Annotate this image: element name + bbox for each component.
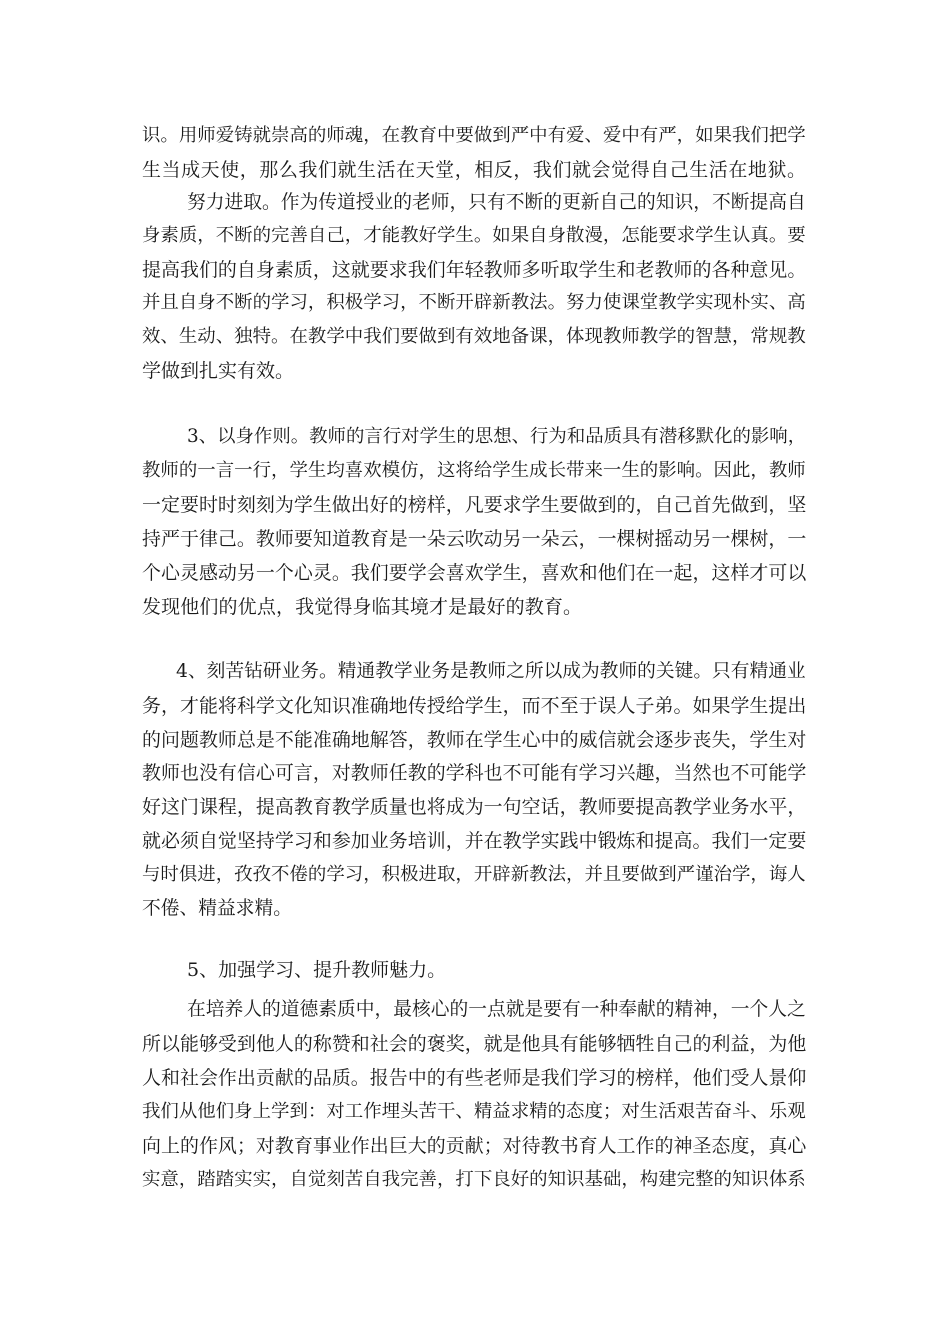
text-line: 向上的作风；对教育事业作出巨大的贡献；对待教书育人工作的神圣态度，真心 (142, 1135, 807, 1157)
text-line: 识。用师爱铸就崇高的师魂，在教育中要做到严中有爱、爱中有严，如果我们把学 (142, 125, 806, 146)
text-line: 就必须自觉坚持学习和参加业务培训，并在教学实践中锻炼和提高。我们一定要 (142, 830, 807, 852)
text-line: 务，才能将科学文化知识准确地传授给学生，而不至于误人子弟。如果学生提出 (142, 695, 807, 717)
text-line: 我们从他们身上学到：对工作埋头苦干、精益求精的态度；对生活艰苦奋斗、乐观 (142, 1101, 806, 1122)
text-line: 在培养人的道德素质中，最核心的一点就是要有一种奉献的精神，一个人之 (187, 999, 806, 1020)
text-line: 与时俱进，孜孜不倦的学习，积极进取，开辟新教法，并且要做到严谨治学，诲人 (142, 864, 806, 885)
text-line: 努力进取。作为传道授业的老师，只有不断的更新自己的知识，不断提高自 (187, 192, 806, 213)
text-line: 并且自身不断的学习，积极学习，不断开辟新教法。努力使课堂教学实现朴实、高 (142, 292, 806, 313)
text-line: 教师的一言一行，学生均喜欢模仿，这将给学生成长带来一生的影响。因此，教师 (142, 460, 806, 481)
text-line: 提高我们的自身素质，这就要求我们年轻教师多听取学生和老教师的各种意见。 (142, 259, 807, 281)
text-line: 生当成天使，那么我们就生活在天堂，相反，我们就会觉得自己生活在地狱。 (142, 159, 807, 181)
text-line: 个心灵感动另一个心灵。我们要学会喜欢学生，喜欢和他们在一起，这样才可以 (142, 562, 807, 584)
text-line: 身素质，不断的完善自己，才能教好学生。如果自身散漫，怎能要求学生认真。要 (142, 225, 806, 246)
text-line: 实意，踏踏实实，自觉刻苦自我完善，打下良好的知识基础，构建完整的知识体系 (142, 1169, 806, 1190)
text-line: 的问题教师总是不能准确地解答，教师在学生心中的威信就会逐步丧失，学生对 (142, 729, 807, 751)
text-line: 不倦、精益求精。 (142, 898, 292, 919)
text-line: 5、加强学习、提升教师魅力。 (187, 959, 447, 981)
text-line: 效、生动、独特。在教学中我们要做到有效地备课，体现教师教学的智慧，常规教 (142, 326, 806, 347)
text-line: 一定要时时刻刻为学生做出好的榜样，凡要求学生要做到的，自己首先做到，坚 (142, 494, 807, 516)
text-line: 教师也没有信心可言，对教师任教的学科也不可能有学习兴趣，当然也不可能学 (142, 762, 807, 784)
text-line: 人和社会作出贡献的品质。报告中的有些老师是我们学习的榜样，他们受人景仰 (142, 1067, 807, 1089)
text-line: 3、以身作则。教师的言行对学生的思想、行为和品质具有潜移默化的影响， (187, 426, 807, 447)
text-line: 持严于律己。教师要知道教育是一朵云吹动另一朵云，一棵树摇动另一棵树，一 (142, 528, 807, 550)
text-line: 发现他们的优点，我觉得身临其境才是最好的教育。 (142, 596, 583, 618)
text-line: 好这门课程，提高教育教学质量也将成为一句空话，教师要提高教学业务水平， (142, 796, 807, 818)
text-line: 学做到扎实有效。 (142, 360, 295, 382)
text-line: 4、刻苦钻研业务。精通教学业务是教师之所以成为教师的关键。只有精通业 (176, 661, 806, 682)
text-line: 所以能够受到他人的称赞和社会的褒奖，就是他具有能够牺牲自己的利益，为他 (142, 1033, 807, 1055)
